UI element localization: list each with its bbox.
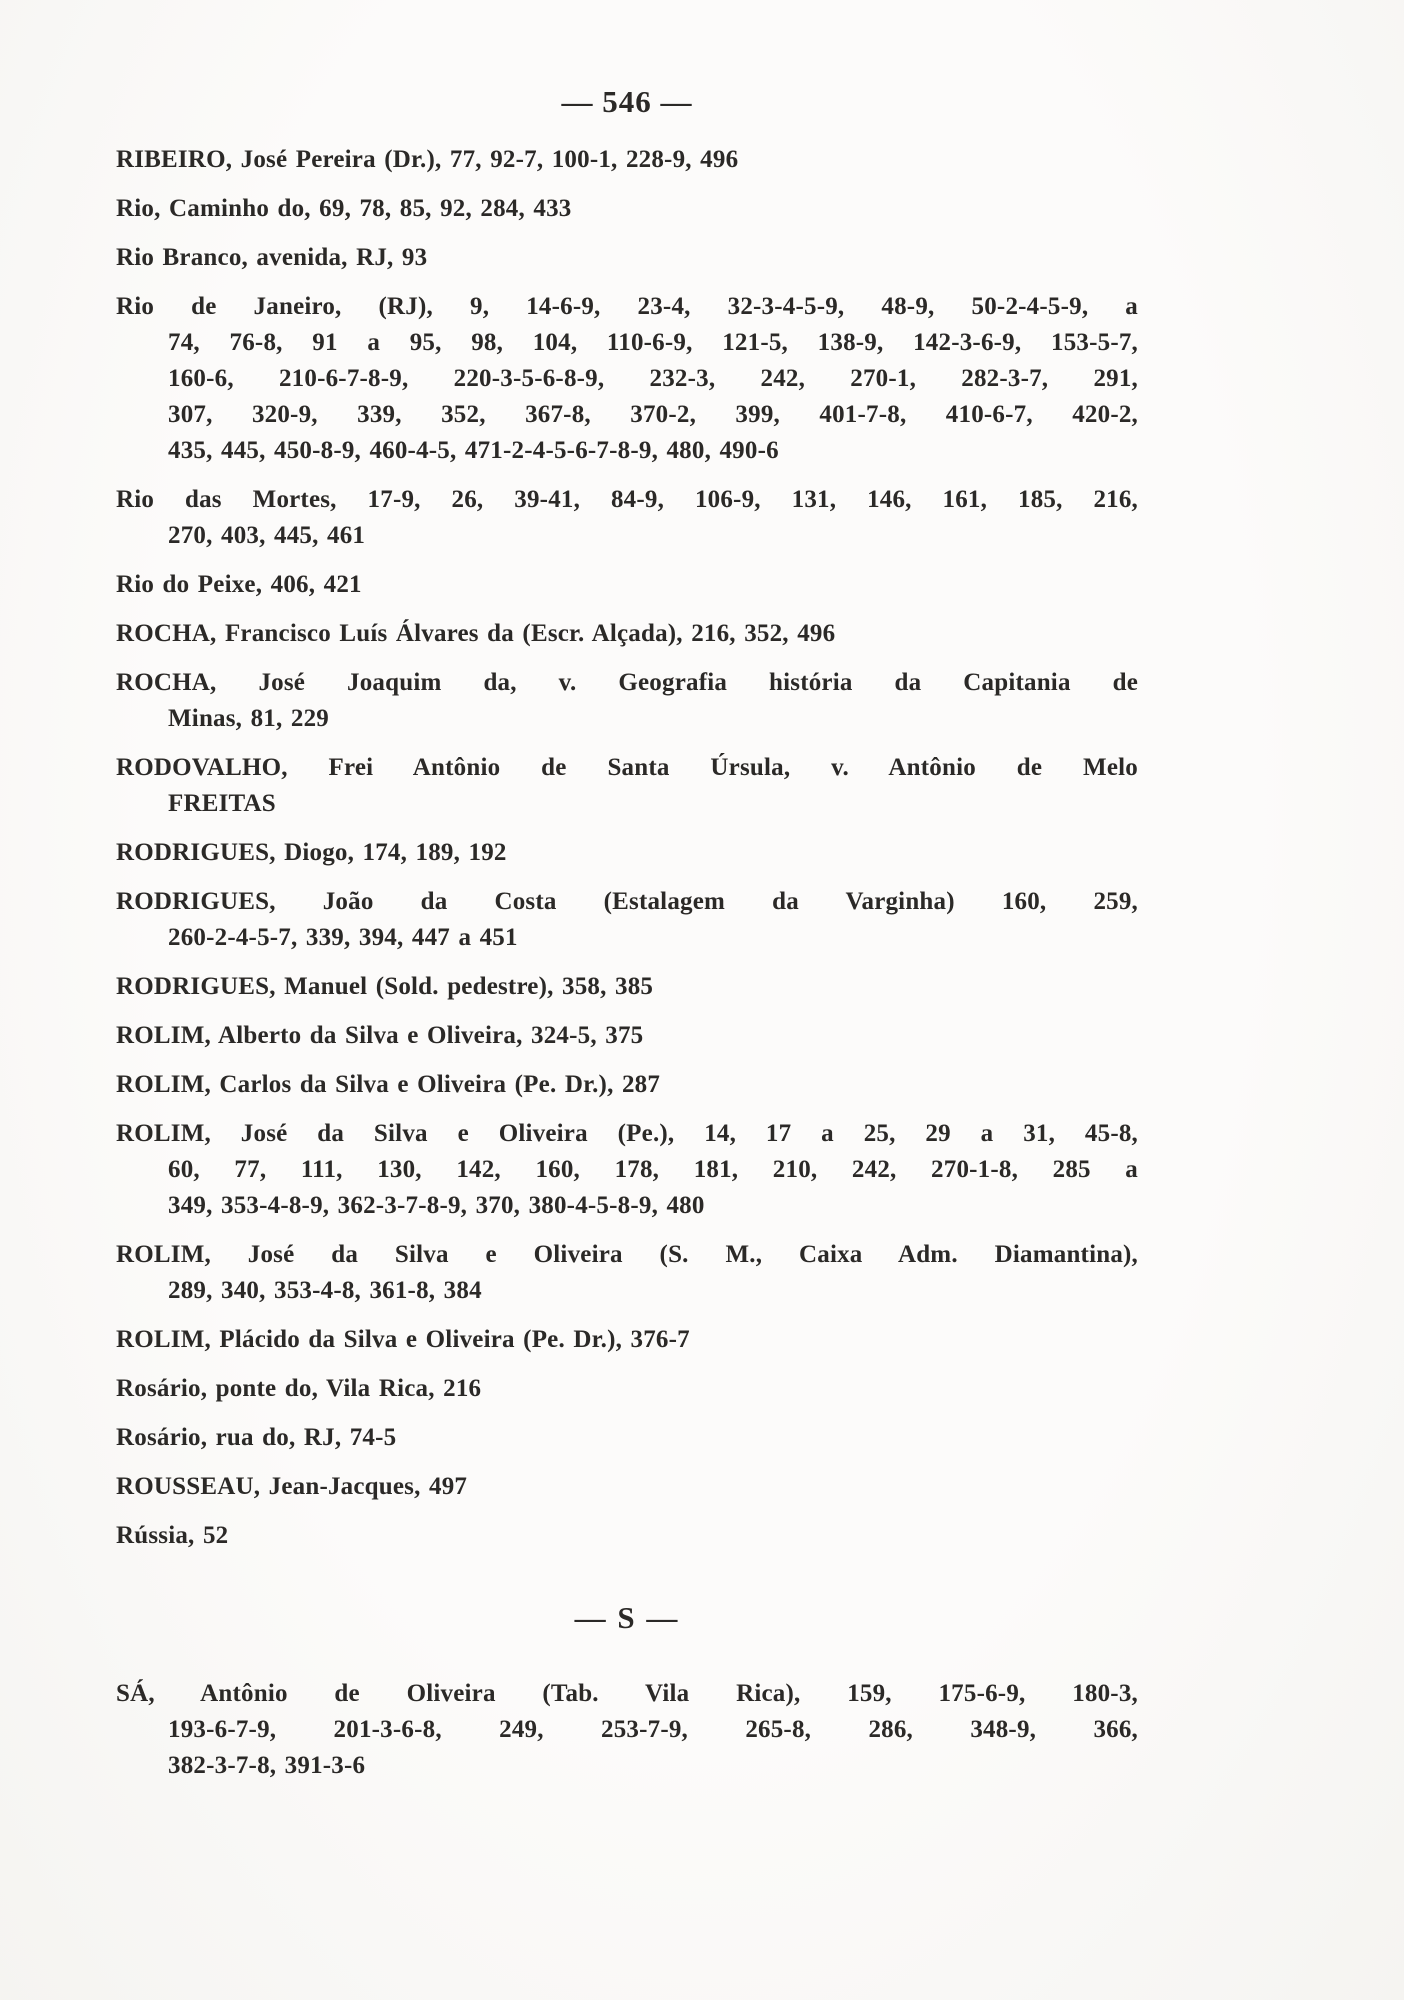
index-entry: [116, 665, 1138, 737]
entry-line: ROCHA, Francisco Luís Álvares da (Escr. Alçada), 216, 352, 496: [116, 620, 836, 647]
entry-line: RODRIGUES, Diogo, 174, 189, 192: [116, 839, 507, 866]
index-entry: [116, 567, 1138, 603]
page-number: — 546 —: [561, 84, 693, 119]
index-entry: [116, 616, 1138, 652]
index-entry: [116, 1067, 1138, 1103]
entry-line: ROLIM, Alberto da Silva e Oliveira, 324-5, 375: [116, 1022, 644, 1049]
index-entry: [116, 1676, 1138, 1784]
entry-line: ROLIM, Carlos da Silva e Oliveira (Pe. Dr.), 287: [116, 1071, 661, 1098]
index-entry: [116, 1469, 1138, 1505]
entry-line: 289, 340, 353-4-8, 361-8, 384: [168, 1277, 482, 1304]
index-entry: [116, 1018, 1138, 1054]
index-section-s: [116, 1676, 1138, 1784]
entry-line: Rosário, rua do, RJ, 74-5: [116, 1424, 397, 1451]
index-entry: [116, 482, 1138, 554]
entry-line: RODOVALHO, Frei Antônio de Santa Úrsula, v. Antônio de Melo: [116, 754, 1138, 781]
entry-line: ROLIM, Plácido da Silva e Oliveira (Pe. Dr.), 376-7: [116, 1326, 690, 1353]
entry-line: Rio Branco, avenida, RJ, 93: [116, 244, 428, 271]
index-entry: [116, 1116, 1138, 1224]
entry-line: FREITAS: [168, 790, 276, 817]
index-entry: [116, 1237, 1138, 1309]
entry-line: 270, 403, 445, 461: [168, 522, 366, 549]
entry-line: 60, 77, 111, 130, 142, 160, 178, 181, 210, 242, 270-1-8, 285 a: [168, 1156, 1138, 1183]
entry-line: Rio das Mortes, 17-9, 26, 39-41, 84-9, 106-9, 131, 146, 161, 185, 216,: [116, 486, 1138, 513]
index-entry: [116, 289, 1138, 469]
entry-line: RIBEIRO, José Pereira (Dr.), 77, 92-7, 100-1, 228-9, 496: [116, 146, 739, 173]
entry-line: Rosário, ponte do, Vila Rica, 216: [116, 1375, 482, 1402]
entry-line: 307, 320-9, 339, 352, 367-8, 370-2, 399, 401-7-8, 410-6-7, 420-2,: [168, 401, 1138, 428]
index-entry: [116, 835, 1138, 871]
entry-line: ROCHA, José Joaquim da, v. Geografia história da Capitania de: [116, 669, 1138, 696]
index-section-r: [116, 142, 1138, 1554]
index-entry: [116, 884, 1138, 956]
entry-line: 74, 76-8, 91 a 95, 98, 104, 110-6-9, 121-5, 138-9, 142-3-6-9, 153-5-7,: [168, 329, 1138, 356]
index-entry: [116, 969, 1138, 1005]
entry-line: Rússia, 52: [116, 1522, 229, 1549]
entry-line: RODRIGUES, Manuel (Sold. pedestre), 358, 385: [116, 973, 654, 1000]
entry-line: ROLIM, José da Silva e Oliveira (S. M., Caixa Adm. Diamantina),: [116, 1241, 1138, 1268]
entry-line: 349, 353-4-8-9, 362-3-7-8-9, 370, 380-4-5-8-9, 480: [168, 1192, 705, 1219]
index-entry: [116, 750, 1138, 822]
index-entry: [116, 142, 1138, 178]
index-entry: [116, 1518, 1138, 1554]
entry-line: 193-6-7-9, 201-3-6-8, 249, 253-7-9, 265-8, 286, 348-9, 366,: [168, 1716, 1138, 1743]
section-header-s: — S —: [574, 1600, 680, 1635]
entry-line: 260-2-4-5-7, 339, 394, 447 a 451: [168, 924, 518, 951]
entry-line: RODRIGUES, João da Costa (Estalagem da Varginha) 160, 259,: [116, 888, 1138, 915]
index-entry: [116, 1322, 1138, 1358]
index-entry: [116, 1420, 1138, 1456]
entry-line: 435, 445, 450-8-9, 460-4-5, 471-2-4-5-6-7-8-9, 480, 490-6: [168, 437, 779, 464]
entry-line: SÁ, Antônio de Oliveira (Tab. Vila Rica), 159, 175-6-9, 180-3,: [116, 1680, 1138, 1707]
index-entry: [116, 240, 1138, 276]
entry-line: Rio do Peixe, 406, 421: [116, 571, 362, 598]
index-entry: [116, 191, 1138, 227]
entry-line: ROUSSEAU, Jean-Jacques, 497: [116, 1473, 468, 1500]
entry-line: Minas, 81, 229: [168, 705, 329, 732]
entry-line: 160-6, 210-6-7-8-9, 220-3-5-6-8-9, 232-3, 242, 270-1, 282-3-7, 291,: [168, 365, 1138, 392]
entry-line: 382-3-7-8, 391-3-6: [168, 1752, 366, 1779]
entry-line: ROLIM, José da Silva e Oliveira (Pe.), 14, 17 a 25, 29 a 31, 45-8,: [116, 1120, 1138, 1147]
index-entry: [116, 1371, 1138, 1407]
entry-line: Rio, Caminho do, 69, 78, 85, 92, 284, 433: [116, 195, 572, 222]
entry-line: Rio de Janeiro, (RJ), 9, 14-6-9, 23-4, 32-3-4-5-9, 48-9, 50-2-4-5-9, a: [116, 293, 1138, 320]
